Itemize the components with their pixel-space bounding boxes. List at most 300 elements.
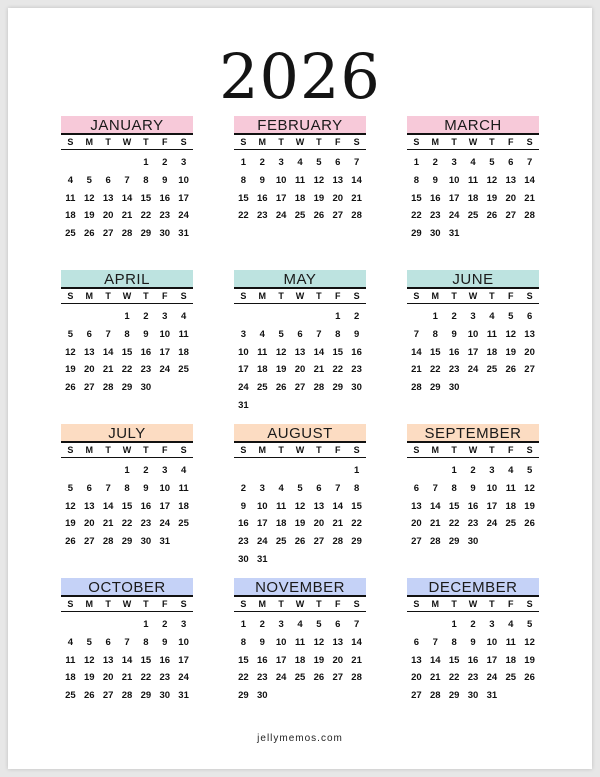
day-cell: 9 xyxy=(240,500,247,512)
day-cell: 16 xyxy=(140,500,152,512)
day-cell: 16 xyxy=(257,654,268,666)
day-cell: 12 xyxy=(486,174,498,186)
day-cell: 2 xyxy=(143,311,149,322)
empty-cell xyxy=(309,462,328,480)
day-cell: 27 xyxy=(102,228,114,240)
day-cell: 14 xyxy=(430,500,441,512)
day-cell: 17 xyxy=(159,500,171,512)
day-cell: 25 xyxy=(294,672,306,684)
month-name: JUNE xyxy=(407,270,539,289)
weekday-label: T xyxy=(451,137,457,147)
day-cell: 23 xyxy=(448,364,460,376)
day-cell: 22 xyxy=(238,210,249,222)
weekday-label: S xyxy=(67,137,74,147)
empty-cell xyxy=(99,616,118,634)
day-cell: 11 xyxy=(276,500,287,512)
day-cell: 30 xyxy=(238,553,249,565)
day-cell: 17 xyxy=(486,654,498,666)
day-cell: 6 xyxy=(316,482,322,494)
day-cell: 29 xyxy=(411,228,422,240)
weekday-label: M xyxy=(431,599,440,609)
weekday-label: S xyxy=(240,445,247,455)
day-cell: 29 xyxy=(121,382,133,394)
day-cell: 1 xyxy=(413,157,420,168)
month-name: OCTOBER xyxy=(61,578,193,597)
day-cell: 4 xyxy=(489,311,495,322)
weekday-label: T xyxy=(278,445,284,455)
day-cell: 10 xyxy=(159,482,171,494)
weekday-label: F xyxy=(507,137,514,147)
day-cell: 22 xyxy=(351,518,362,530)
day-cell: 21 xyxy=(102,364,114,376)
day-cell: 11 xyxy=(294,174,306,186)
day-cell: 24 xyxy=(486,518,498,530)
day-cell: 22 xyxy=(332,364,344,376)
day-cell: 6 xyxy=(413,482,420,494)
day-cell: 23 xyxy=(140,364,152,376)
weekday-header xyxy=(407,135,539,150)
weekday-label: S xyxy=(353,445,360,455)
weekday-label: S xyxy=(240,137,247,147)
weekday-label: F xyxy=(334,445,341,455)
weekday-label: T xyxy=(105,291,111,301)
day-cell: 5 xyxy=(526,465,533,476)
day-cell: 28 xyxy=(102,536,114,548)
day-cell: 28 xyxy=(351,210,362,222)
day-cell: 2 xyxy=(470,619,476,630)
month-november xyxy=(234,578,366,705)
day-cell: 14 xyxy=(313,346,325,358)
weekday-label: T xyxy=(278,137,284,147)
day-cell: 7 xyxy=(335,482,341,494)
day-cell: 27 xyxy=(84,536,95,548)
day-cell: 17 xyxy=(238,364,249,376)
day-cell: 4 xyxy=(508,465,514,476)
month-name: AUGUST xyxy=(234,424,366,443)
weekday-label: S xyxy=(413,599,420,609)
day-cell: 7 xyxy=(526,157,533,168)
day-cell: 26 xyxy=(84,228,95,240)
day-cell: 19 xyxy=(275,364,287,376)
day-cell: 17 xyxy=(159,346,171,358)
empty-cell xyxy=(80,308,99,326)
day-cell: 21 xyxy=(430,518,441,530)
day-cell: 28 xyxy=(332,536,344,548)
weekday-label: S xyxy=(180,445,187,455)
weekday-label: W xyxy=(468,291,478,301)
day-cell: 29 xyxy=(140,228,152,240)
weekday-label: T xyxy=(451,445,457,455)
month-name: MARCH xyxy=(407,116,539,135)
empty-cell xyxy=(61,616,80,634)
day-cell: 4 xyxy=(259,328,265,340)
calendar-page xyxy=(8,8,592,769)
day-cell: 30 xyxy=(257,690,268,702)
day-cell: 2 xyxy=(451,311,457,322)
day-cell: 4 xyxy=(508,619,514,630)
weekday-label: S xyxy=(67,445,74,455)
month-october xyxy=(61,578,193,705)
day-cell: 2 xyxy=(143,465,149,476)
day-cell: 21 xyxy=(102,518,114,530)
day-cell: 2 xyxy=(162,157,168,168)
weekday-label: S xyxy=(180,137,187,147)
day-cell: 9 xyxy=(143,482,149,494)
weekday-label: S xyxy=(240,599,247,609)
day-cell: 12 xyxy=(84,192,95,204)
day-cell: 2 xyxy=(259,157,265,168)
weekday-label: T xyxy=(316,137,322,147)
day-cell: 31 xyxy=(257,553,268,565)
day-cell: 26 xyxy=(486,210,498,222)
day-cell: 7 xyxy=(105,482,111,494)
day-cell: 18 xyxy=(505,500,517,512)
day-cell: 23 xyxy=(159,672,171,684)
day-cell: 19 xyxy=(505,346,517,358)
day-cell: 12 xyxy=(65,346,76,358)
weekday-label: S xyxy=(526,137,533,147)
day-cell: 22 xyxy=(430,364,441,376)
day-cell: 1 xyxy=(353,465,360,476)
day-cell: 25 xyxy=(65,228,76,240)
day-cell: 19 xyxy=(65,518,76,530)
day-grid xyxy=(407,304,539,397)
day-cell: 8 xyxy=(124,482,130,494)
day-cell: 22 xyxy=(140,210,152,222)
weekday-label: M xyxy=(85,137,94,147)
day-cell: 20 xyxy=(411,518,422,530)
day-cell: 8 xyxy=(143,174,149,186)
day-cell: 20 xyxy=(84,518,95,530)
day-cell: 17 xyxy=(275,192,287,204)
day-cell: 30 xyxy=(430,228,441,240)
day-cell: 5 xyxy=(86,174,92,186)
weekday-header xyxy=(234,443,366,458)
empty-cell xyxy=(99,154,118,172)
day-cell: 4 xyxy=(67,636,74,648)
day-cell: 26 xyxy=(505,364,517,376)
weekday-label: S xyxy=(180,599,187,609)
day-cell: 13 xyxy=(505,174,517,186)
day-cell: 19 xyxy=(313,192,325,204)
day-cell: 11 xyxy=(505,482,516,494)
weekday-label: S xyxy=(353,291,360,301)
day-cell: 18 xyxy=(257,364,268,376)
empty-cell xyxy=(61,154,80,172)
day-cell: 26 xyxy=(65,536,76,548)
day-cell: 22 xyxy=(411,210,422,222)
day-grid xyxy=(61,612,193,705)
day-cell: 24 xyxy=(257,536,268,548)
day-cell: 22 xyxy=(448,518,460,530)
day-cell: 24 xyxy=(448,210,460,222)
empty-cell xyxy=(407,308,426,326)
day-cell: 10 xyxy=(467,328,479,340)
day-cell: 30 xyxy=(467,536,479,548)
day-cell: 2 xyxy=(432,157,438,168)
weekday-label: T xyxy=(451,291,457,301)
day-cell: 7 xyxy=(353,157,360,168)
day-cell: 23 xyxy=(238,536,249,548)
month-name: DECEMBER xyxy=(407,578,539,597)
day-cell: 27 xyxy=(505,210,517,222)
day-cell: 6 xyxy=(105,174,111,186)
day-cell: 13 xyxy=(524,328,535,340)
weekday-label: W xyxy=(122,445,132,455)
day-cell: 23 xyxy=(257,672,268,684)
day-cell: 9 xyxy=(259,636,265,648)
day-cell: 14 xyxy=(332,500,344,512)
weekday-label: F xyxy=(161,291,168,301)
day-cell: 25 xyxy=(178,364,189,376)
day-cell: 24 xyxy=(486,672,498,684)
day-cell: 7 xyxy=(124,636,130,648)
day-cell: 22 xyxy=(238,672,249,684)
day-cell: 10 xyxy=(257,500,268,512)
day-cell: 12 xyxy=(313,174,325,186)
day-cell: 13 xyxy=(294,346,306,358)
day-cell: 2 xyxy=(162,619,168,630)
day-cell: 25 xyxy=(294,210,306,222)
empty-cell xyxy=(253,308,272,326)
day-cell: 27 xyxy=(84,382,95,394)
day-cell: 15 xyxy=(140,654,152,666)
day-cell: 21 xyxy=(351,192,362,204)
day-cell: 31 xyxy=(486,690,498,702)
weekday-label: W xyxy=(295,291,305,301)
weekday-label: T xyxy=(105,137,111,147)
day-cell: 8 xyxy=(353,482,360,494)
day-cell: 1 xyxy=(432,311,438,322)
day-cell: 19 xyxy=(486,192,498,204)
day-cell: 18 xyxy=(65,672,76,684)
day-cell: 5 xyxy=(526,619,533,630)
day-cell: 19 xyxy=(524,654,535,666)
day-cell: 4 xyxy=(180,465,187,476)
weekday-label: T xyxy=(278,599,284,609)
day-cell: 5 xyxy=(67,482,74,494)
day-cell: 12 xyxy=(294,500,306,512)
day-cell: 8 xyxy=(451,482,457,494)
day-cell: 18 xyxy=(294,192,306,204)
day-cell: 14 xyxy=(411,346,422,358)
day-cell: 11 xyxy=(294,636,306,648)
day-cell: 7 xyxy=(316,328,322,340)
day-cell: 25 xyxy=(467,210,479,222)
day-cell: 28 xyxy=(121,228,133,240)
day-cell: 4 xyxy=(67,174,74,186)
day-cell: 27 xyxy=(313,536,325,548)
day-cell: 16 xyxy=(159,654,171,666)
day-cell: 7 xyxy=(432,636,438,648)
day-cell: 11 xyxy=(178,482,189,494)
day-cell: 9 xyxy=(432,174,438,186)
day-cell: 11 xyxy=(486,328,497,340)
day-cell: 9 xyxy=(259,174,265,186)
empty-cell xyxy=(272,462,291,480)
day-cell: 26 xyxy=(65,382,76,394)
empty-cell xyxy=(407,616,426,634)
day-cell: 16 xyxy=(140,346,152,358)
day-cell: 24 xyxy=(159,518,171,530)
day-cell: 3 xyxy=(259,482,265,494)
day-cell: 6 xyxy=(335,157,341,168)
day-cell: 29 xyxy=(448,690,460,702)
day-cell: 2 xyxy=(353,311,360,322)
day-cell: 20 xyxy=(332,654,344,666)
day-cell: 30 xyxy=(159,690,171,702)
day-cell: 14 xyxy=(430,654,441,666)
day-cell: 1 xyxy=(124,311,130,322)
weekday-label: M xyxy=(85,599,94,609)
day-cell: 21 xyxy=(351,654,362,666)
day-cell: 28 xyxy=(524,210,535,222)
weekday-label: W xyxy=(295,445,305,455)
weekday-label: S xyxy=(180,291,187,301)
day-cell: 4 xyxy=(470,157,476,168)
day-cell: 13 xyxy=(332,636,344,648)
day-cell: 7 xyxy=(105,328,111,340)
weekday-label: T xyxy=(316,445,322,455)
weekday-header xyxy=(407,597,539,612)
day-cell: 13 xyxy=(84,500,95,512)
day-cell: 19 xyxy=(313,654,325,666)
day-cell: 28 xyxy=(313,382,325,394)
day-cell: 25 xyxy=(275,536,287,548)
day-cell: 21 xyxy=(411,364,422,376)
weekday-label: S xyxy=(413,445,420,455)
day-cell: 10 xyxy=(275,174,287,186)
day-cell: 6 xyxy=(297,328,303,340)
day-cell: 1 xyxy=(143,619,149,630)
day-cell: 10 xyxy=(486,482,498,494)
day-grid xyxy=(407,612,539,705)
day-cell: 19 xyxy=(294,518,306,530)
weekday-label: M xyxy=(258,445,267,455)
day-cell: 24 xyxy=(275,210,287,222)
day-cell: 17 xyxy=(178,654,189,666)
weekday-label: T xyxy=(451,599,457,609)
month-name: FEBRUARY xyxy=(234,116,366,135)
day-cell: 16 xyxy=(467,500,479,512)
day-cell: 2 xyxy=(240,482,247,494)
day-cell: 3 xyxy=(240,328,247,340)
weekday-header xyxy=(61,289,193,304)
day-cell: 1 xyxy=(240,619,247,630)
day-cell: 28 xyxy=(411,382,422,394)
weekday-label: T xyxy=(105,445,111,455)
day-cell: 4 xyxy=(278,482,284,494)
day-cell: 19 xyxy=(65,364,76,376)
empty-cell xyxy=(80,154,99,172)
day-cell: 23 xyxy=(159,210,171,222)
weekday-label: T xyxy=(143,137,149,147)
day-cell: 24 xyxy=(467,364,479,376)
month-may xyxy=(234,270,366,415)
weekday-label: F xyxy=(507,445,514,455)
day-cell: 20 xyxy=(84,364,95,376)
day-cell: 1 xyxy=(451,465,457,476)
day-cell: 3 xyxy=(278,157,284,168)
day-cell: 29 xyxy=(140,690,152,702)
day-cell: 10 xyxy=(178,636,189,648)
day-cell: 15 xyxy=(238,654,249,666)
day-cell: 11 xyxy=(65,654,76,666)
weekday-label: S xyxy=(413,137,420,147)
weekday-header xyxy=(61,135,193,150)
day-cell: 27 xyxy=(332,210,344,222)
day-cell: 20 xyxy=(505,192,517,204)
weekday-label: T xyxy=(316,599,322,609)
day-cell: 22 xyxy=(121,364,133,376)
empty-cell xyxy=(99,308,118,326)
month-name: JULY xyxy=(61,424,193,443)
day-cell: 24 xyxy=(178,210,189,222)
day-cell: 25 xyxy=(505,672,517,684)
empty-cell xyxy=(272,308,291,326)
day-cell: 2 xyxy=(259,619,265,630)
weekday-label: F xyxy=(161,599,168,609)
empty-cell xyxy=(61,308,80,326)
day-cell: 26 xyxy=(84,690,95,702)
day-cell: 16 xyxy=(351,346,362,358)
empty-cell xyxy=(291,462,310,480)
day-cell: 9 xyxy=(353,328,360,340)
day-cell: 16 xyxy=(257,192,268,204)
day-cell: 3 xyxy=(489,465,495,476)
day-cell: 14 xyxy=(121,192,133,204)
day-cell: 23 xyxy=(140,518,152,530)
weekday-label: M xyxy=(258,291,267,301)
day-cell: 13 xyxy=(411,654,422,666)
weekday-label: S xyxy=(353,599,360,609)
day-cell: 5 xyxy=(508,311,514,322)
weekday-label: W xyxy=(122,599,132,609)
day-cell: 15 xyxy=(448,654,460,666)
day-cell: 27 xyxy=(102,690,114,702)
day-cell: 1 xyxy=(124,465,130,476)
day-cell: 20 xyxy=(102,210,114,222)
day-cell: 8 xyxy=(240,174,247,186)
weekday-label: W xyxy=(295,137,305,147)
day-cell: 26 xyxy=(294,536,306,548)
day-cell: 18 xyxy=(467,192,479,204)
day-cell: 7 xyxy=(353,619,360,630)
day-cell: 12 xyxy=(524,636,535,648)
weekday-label: F xyxy=(334,599,341,609)
day-cell: 13 xyxy=(332,174,344,186)
weekday-label: T xyxy=(278,291,284,301)
weekday-label: S xyxy=(240,291,247,301)
day-cell: 25 xyxy=(486,364,498,376)
day-cell: 23 xyxy=(467,518,479,530)
day-cell: 25 xyxy=(505,518,517,530)
day-cell: 22 xyxy=(448,672,460,684)
day-cell: 13 xyxy=(102,192,114,204)
weekday-label: S xyxy=(526,599,533,609)
day-cell: 29 xyxy=(448,536,460,548)
day-cell: 12 xyxy=(313,636,325,648)
day-cell: 1 xyxy=(451,619,457,630)
day-cell: 18 xyxy=(505,654,517,666)
weekday-label: W xyxy=(468,445,478,455)
day-cell: 11 xyxy=(65,192,76,204)
day-cell: 6 xyxy=(413,636,420,648)
empty-cell xyxy=(426,616,445,634)
day-cell: 6 xyxy=(105,636,111,648)
weekday-label: M xyxy=(431,291,440,301)
day-cell: 1 xyxy=(335,311,341,322)
